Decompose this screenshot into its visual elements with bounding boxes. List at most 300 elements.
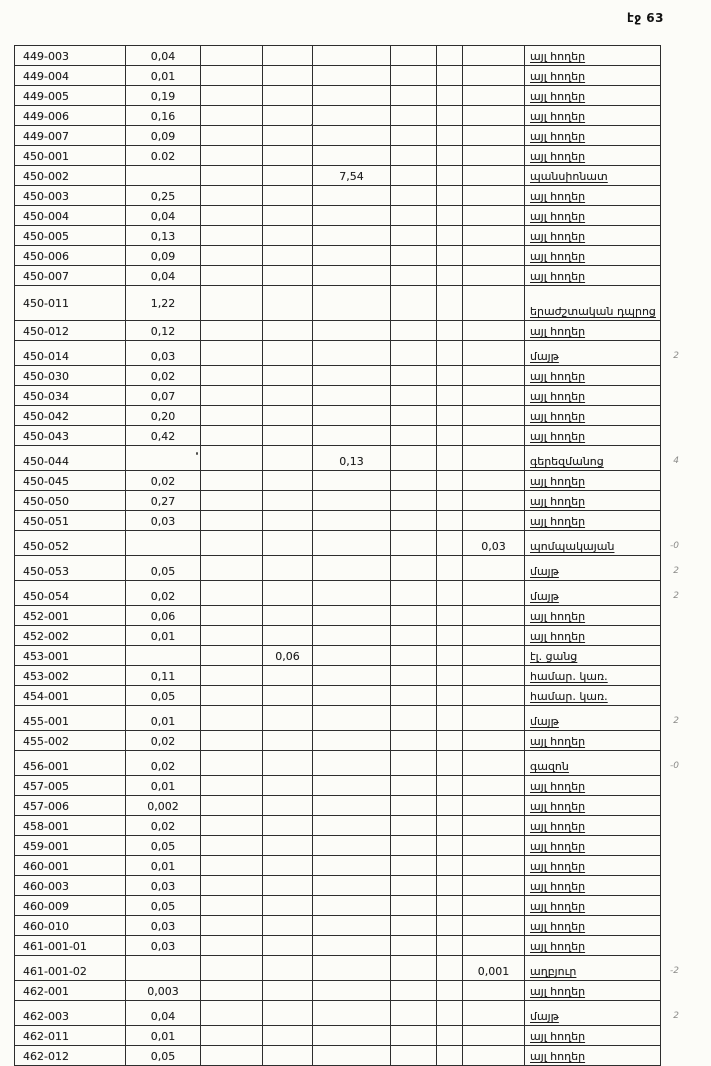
value-cell	[391, 751, 437, 775]
table-row	[15, 106, 661, 126]
table-row	[15, 706, 679, 731]
value-cell	[263, 286, 313, 320]
value-cell	[463, 446, 525, 470]
value-cell: 0,03	[126, 341, 201, 365]
parcel-code-cell: 453-001	[15, 646, 126, 665]
value-cell	[437, 341, 463, 365]
value-cell: 0,02	[126, 731, 201, 750]
value-cell: 0,01	[126, 856, 201, 875]
parcel-code-cell: 455-002	[15, 731, 126, 750]
value-cell	[201, 531, 263, 555]
value-cell: 0,001	[463, 956, 525, 980]
value-cell	[463, 246, 525, 265]
land-type-label: այլ հողեր	[530, 90, 586, 103]
value-cell: 0,04	[126, 46, 201, 65]
value-cell	[263, 1046, 313, 1065]
table-row	[15, 581, 679, 606]
value-cell: 0,16	[126, 106, 201, 125]
value-cell	[313, 66, 391, 85]
table-row	[15, 146, 661, 166]
value-cell	[463, 1001, 525, 1025]
land-type-label: այլ հողեր	[530, 190, 586, 203]
land-type-label: մայթ	[530, 590, 559, 603]
label-cell	[525, 426, 661, 445]
value-cell: 0,01	[126, 626, 201, 645]
table-row	[15, 751, 679, 776]
parcel-code-cell: 457-005	[15, 776, 126, 795]
value-cell: 0,02	[126, 751, 201, 775]
value-cell	[391, 666, 437, 685]
value-cell: 0,01	[126, 776, 201, 795]
value-cell	[201, 321, 263, 340]
table-row	[15, 731, 661, 751]
label-cell	[525, 511, 661, 530]
land-type-label: այլ հողեր	[530, 860, 586, 873]
table-row	[15, 366, 661, 386]
label-cell	[525, 286, 661, 320]
value-cell	[263, 321, 313, 340]
value-cell	[463, 856, 525, 875]
value-cell	[391, 856, 437, 875]
value-cell	[463, 751, 525, 775]
value-cell	[463, 166, 525, 185]
parcel-code-cell: 450-004	[15, 206, 126, 225]
label-cell	[525, 856, 661, 875]
value-cell: 0,03	[463, 531, 525, 555]
value-cell	[391, 246, 437, 265]
table-row	[15, 686, 661, 706]
value-cell	[463, 606, 525, 625]
value-cell	[313, 916, 391, 935]
land-type-label: այլ հողեր	[530, 70, 586, 83]
value-cell	[263, 956, 313, 980]
land-type-label: այլ հողեր	[530, 325, 586, 338]
parcel-code-cell: 450-003	[15, 186, 126, 205]
land-type-label: այլ հողեր	[530, 840, 586, 853]
table-row	[15, 286, 661, 321]
land-type-label: այլ հողեր	[530, 985, 586, 998]
table-row	[15, 1026, 661, 1046]
value-cell	[201, 426, 263, 445]
value-cell	[313, 206, 391, 225]
value-cell	[391, 956, 437, 980]
land-type-label: այլ հողեր	[530, 475, 586, 488]
value-cell	[437, 731, 463, 750]
label-cell	[525, 731, 661, 750]
value-cell: 0,02	[126, 816, 201, 835]
value-cell	[313, 366, 391, 385]
label-cell	[525, 606, 661, 625]
land-type-label: այլ հողեր	[530, 110, 586, 123]
parcel-code-cell: 450-012	[15, 321, 126, 340]
value-cell	[463, 876, 525, 895]
value-cell	[437, 46, 463, 65]
value-cell	[437, 581, 463, 605]
value-cell	[263, 341, 313, 365]
value-cell	[391, 731, 437, 750]
value-cell	[463, 796, 525, 815]
value-cell	[313, 731, 391, 750]
value-cell	[391, 916, 437, 935]
land-type-label: համար. կառ.	[530, 670, 608, 683]
parcel-code-cell: 449-004	[15, 66, 126, 85]
value-cell	[201, 751, 263, 775]
value-cell	[463, 426, 525, 445]
value-cell: 0,09	[126, 246, 201, 265]
value-cell	[313, 406, 391, 425]
land-type-label: այլ հողեր	[530, 940, 586, 953]
label-cell	[525, 646, 661, 665]
value-cell	[263, 1001, 313, 1025]
label-cell	[525, 226, 661, 245]
value-cell	[263, 706, 313, 730]
value-cell	[391, 266, 437, 285]
land-type-label: համար. կառ.	[530, 690, 608, 703]
land-type-label: այլ հողեր	[530, 50, 586, 63]
table-row	[15, 916, 661, 936]
land-type-label: աղբյուր	[530, 965, 577, 978]
parcel-code-cell: 455-001	[15, 706, 126, 730]
value-cell	[391, 166, 437, 185]
value-cell	[391, 206, 437, 225]
value-cell	[201, 366, 263, 385]
parcel-code-cell: 450-045	[15, 471, 126, 490]
value-cell	[263, 856, 313, 875]
parcel-code-cell: 450-011	[15, 286, 126, 320]
value-cell	[463, 1026, 525, 1045]
parcel-code-cell: 460-003	[15, 876, 126, 895]
value-cell: 0,05	[126, 686, 201, 705]
value-cell	[437, 1046, 463, 1065]
value-cell	[201, 491, 263, 510]
value-cell: 0,02	[126, 471, 201, 490]
value-cell	[263, 1026, 313, 1045]
label-cell	[525, 1026, 661, 1045]
value-cell: 0,06	[263, 646, 313, 665]
land-type-label: այլ հողեր	[530, 430, 586, 443]
label-cell	[525, 981, 661, 1000]
table-row	[15, 646, 661, 666]
value-cell	[437, 491, 463, 510]
land-type-label: գազոն	[530, 760, 569, 773]
value-cell	[437, 386, 463, 405]
value-cell	[437, 776, 463, 795]
value-cell	[313, 1046, 391, 1065]
value-cell	[201, 166, 263, 185]
value-cell	[263, 106, 313, 125]
value-cell	[263, 876, 313, 895]
value-cell	[391, 511, 437, 530]
value-cell	[313, 46, 391, 65]
value-cell: 0,03	[126, 511, 201, 530]
land-type-label: էլ. ցանց	[530, 650, 578, 663]
table-row	[15, 776, 661, 796]
value-cell	[313, 666, 391, 685]
value-cell	[391, 581, 437, 605]
value-cell	[263, 936, 313, 955]
label-cell	[525, 146, 661, 165]
label-cell	[525, 446, 661, 470]
value-cell	[263, 46, 313, 65]
margin-note: 2	[673, 566, 679, 576]
value-cell	[463, 511, 525, 530]
land-type-label: մայթ	[530, 565, 559, 578]
label-cell	[525, 666, 661, 685]
value-cell	[437, 426, 463, 445]
parcel-code-cell: 450-014	[15, 341, 126, 365]
value-cell	[263, 686, 313, 705]
table-row	[15, 491, 661, 511]
value-cell	[391, 796, 437, 815]
value-cell	[437, 406, 463, 425]
value-cell	[263, 406, 313, 425]
parcel-code-cell: 452-001	[15, 606, 126, 625]
value-cell	[437, 446, 463, 470]
value-cell	[263, 386, 313, 405]
value-cell	[391, 146, 437, 165]
label-cell	[525, 936, 661, 955]
value-cell	[263, 916, 313, 935]
value-cell: 0.02	[126, 146, 201, 165]
label-cell	[525, 491, 661, 510]
label-cell	[525, 166, 661, 185]
value-cell	[391, 1026, 437, 1045]
parcel-code-cell: 449-007	[15, 126, 126, 145]
parcel-code-cell: 461-001-01	[15, 936, 126, 955]
label-cell	[525, 186, 661, 205]
value-cell	[263, 266, 313, 285]
value-cell: 0,13	[313, 446, 391, 470]
label-cell	[525, 126, 661, 145]
value-cell: 0,12	[126, 321, 201, 340]
value-cell	[463, 666, 525, 685]
label-cell	[525, 341, 661, 365]
value-cell	[201, 266, 263, 285]
value-cell	[313, 246, 391, 265]
value-cell: 0,19	[126, 86, 201, 105]
value-cell	[437, 876, 463, 895]
land-type-label: այլ հողեր	[530, 1050, 586, 1063]
value-cell: 0,04	[126, 266, 201, 285]
value-cell	[201, 936, 263, 955]
value-cell	[201, 836, 263, 855]
value-cell: 0,20	[126, 406, 201, 425]
value-cell	[201, 1026, 263, 1045]
value-cell	[463, 556, 525, 580]
land-type-label: երաժշտական դպրոց	[530, 305, 656, 318]
value-cell	[313, 86, 391, 105]
value-cell	[463, 321, 525, 340]
value-cell	[437, 936, 463, 955]
value-cell	[313, 126, 391, 145]
value-cell	[201, 106, 263, 125]
value-cell	[201, 816, 263, 835]
value-cell	[391, 66, 437, 85]
value-cell	[201, 186, 263, 205]
parcel-code-cell: 450-034	[15, 386, 126, 405]
label-cell	[525, 876, 661, 895]
value-cell	[313, 856, 391, 875]
land-type-label: պոմպակայան	[530, 540, 615, 553]
value-cell	[313, 581, 391, 605]
label-cell	[525, 66, 661, 85]
value-cell	[201, 1001, 263, 1025]
value-cell	[263, 366, 313, 385]
table-row	[15, 666, 661, 686]
table-row	[15, 126, 661, 146]
table-row	[15, 46, 661, 66]
value-cell	[201, 581, 263, 605]
value-cell	[463, 226, 525, 245]
value-cell	[201, 731, 263, 750]
table-row	[15, 246, 661, 266]
label-cell	[525, 1001, 661, 1025]
parcel-code-cell: 460-010	[15, 916, 126, 935]
value-cell	[201, 226, 263, 245]
margin-note: 2	[673, 351, 679, 361]
value-cell	[313, 266, 391, 285]
value-cell	[391, 531, 437, 555]
value-cell	[263, 186, 313, 205]
value-cell	[437, 186, 463, 205]
value-cell	[391, 646, 437, 665]
value-cell	[437, 706, 463, 730]
land-type-label: այլ հողեր	[530, 410, 586, 423]
value-cell	[313, 286, 391, 320]
value-cell	[391, 876, 437, 895]
value-cell	[126, 646, 201, 665]
value-cell	[263, 896, 313, 915]
value-cell	[263, 206, 313, 225]
table-row	[15, 386, 661, 406]
value-cell	[313, 426, 391, 445]
parcel-code-cell: 450-054	[15, 581, 126, 605]
value-cell	[313, 836, 391, 855]
value-cell	[391, 126, 437, 145]
land-type-label: այլ հողեր	[530, 880, 586, 893]
table-row	[15, 626, 661, 646]
value-cell	[463, 471, 525, 490]
value-cell	[201, 66, 263, 85]
value-cell	[437, 836, 463, 855]
value-cell	[391, 46, 437, 65]
label-cell	[525, 706, 661, 730]
value-cell	[313, 896, 391, 915]
value-cell	[463, 731, 525, 750]
value-cell	[463, 146, 525, 165]
value-cell	[263, 606, 313, 625]
value-cell	[391, 426, 437, 445]
value-cell	[313, 876, 391, 895]
value-cell	[391, 321, 437, 340]
label-cell	[525, 386, 661, 405]
value-cell	[463, 86, 525, 105]
value-cell: 0,03	[126, 876, 201, 895]
value-cell	[463, 896, 525, 915]
land-type-label: այլ հողեր	[530, 735, 586, 748]
value-cell	[437, 531, 463, 555]
value-cell	[201, 86, 263, 105]
value-cell	[463, 816, 525, 835]
value-cell	[313, 471, 391, 490]
land-type-label: այլ հողեր	[530, 230, 586, 243]
value-cell	[463, 341, 525, 365]
value-cell	[391, 386, 437, 405]
value-cell	[437, 66, 463, 85]
value-cell	[437, 816, 463, 835]
value-cell	[391, 366, 437, 385]
value-cell	[391, 446, 437, 470]
value-cell	[263, 146, 313, 165]
value-cell	[391, 1046, 437, 1065]
land-type-label: գերեզմանոց	[530, 455, 604, 468]
parcel-code-cell: 456-001	[15, 751, 126, 775]
value-cell	[201, 286, 263, 320]
value-cell	[463, 406, 525, 425]
land-type-label: այլ հողեր	[530, 495, 586, 508]
value-cell	[391, 706, 437, 730]
value-cell	[437, 146, 463, 165]
table-row	[15, 86, 661, 106]
value-cell	[263, 531, 313, 555]
value-cell	[263, 776, 313, 795]
value-cell	[463, 46, 525, 65]
label-cell	[525, 206, 661, 225]
table-row	[15, 341, 679, 366]
table-row	[15, 936, 661, 956]
value-cell	[313, 981, 391, 1000]
land-type-label: մայթ	[530, 1010, 559, 1023]
value-cell	[463, 686, 525, 705]
label-cell	[525, 556, 661, 580]
value-cell	[437, 751, 463, 775]
value-cell	[437, 126, 463, 145]
value-cell	[263, 246, 313, 265]
parcel-code-cell: 450-050	[15, 491, 126, 510]
value-cell	[263, 796, 313, 815]
value-cell: 0,13	[126, 226, 201, 245]
value-cell	[437, 471, 463, 490]
land-type-label: պանսիոնատ	[530, 170, 608, 183]
label-cell	[525, 46, 661, 65]
value-cell	[201, 706, 263, 730]
value-cell	[126, 446, 201, 470]
label-cell	[525, 1046, 661, 1065]
land-type-label: մայթ	[530, 350, 559, 363]
value-cell	[463, 936, 525, 955]
table-row	[15, 856, 661, 876]
value-cell	[391, 896, 437, 915]
label-cell	[525, 776, 661, 795]
value-cell: 0,03	[126, 916, 201, 935]
label-cell	[525, 531, 661, 555]
parcel-code-cell: 462-003	[15, 1001, 126, 1025]
label-cell	[525, 626, 661, 645]
label-cell	[525, 366, 661, 385]
value-cell	[201, 956, 263, 980]
parcel-code-cell: 450-053	[15, 556, 126, 580]
value-cell	[313, 106, 391, 125]
value-cell	[201, 776, 263, 795]
value-cell	[263, 751, 313, 775]
value-cell	[391, 556, 437, 580]
value-cell	[201, 556, 263, 580]
value-cell	[201, 206, 263, 225]
table-row	[15, 896, 661, 916]
value-cell	[391, 816, 437, 835]
value-cell	[391, 626, 437, 645]
parcel-code-cell: 450-044	[15, 446, 126, 470]
